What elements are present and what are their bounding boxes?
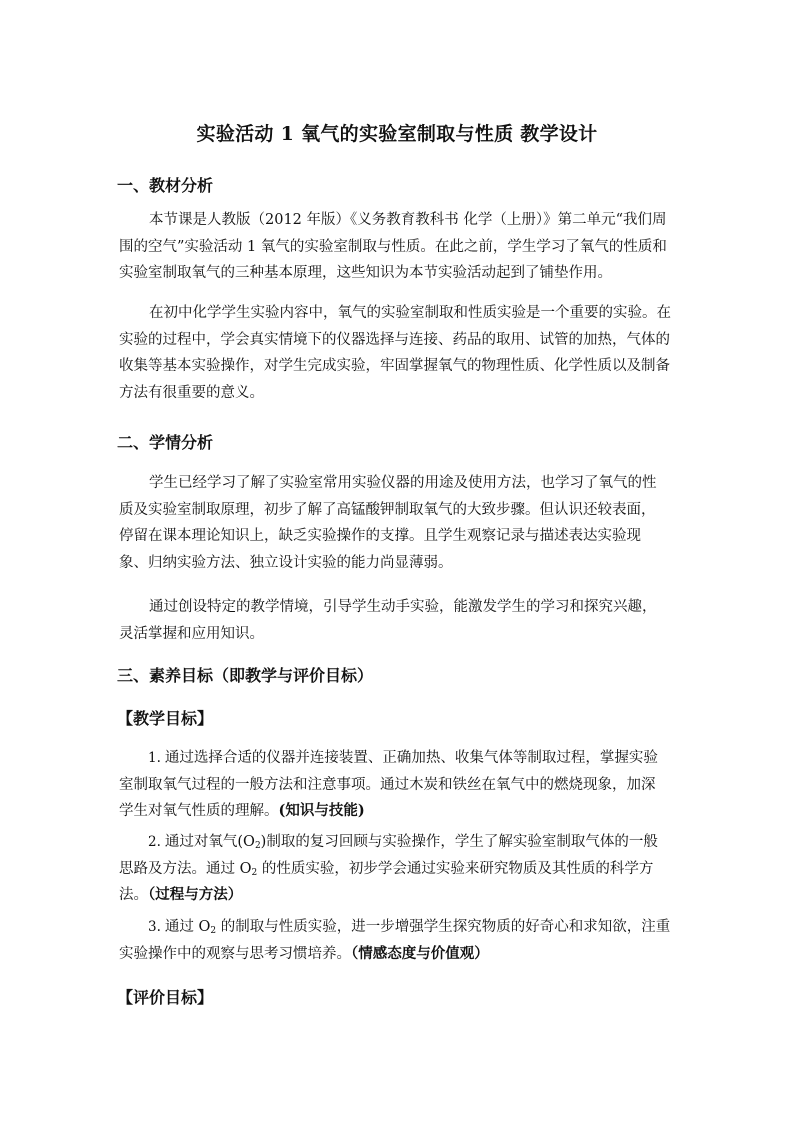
teaching-goal-item-1 <box>119 745 681 825</box>
text-line: 方法有很重要的意义。 <box>119 384 264 401</box>
text-line: 3. 通过 $O_2$ 的制取与性质实验，进一步增强学生探究物质的好奇心和求知欲，注重 <box>148 919 671 936</box>
text-line: 质及实验室制取原理，初步了解了高锰酸钾制取氧气的大致步骤。但认识还较表面， <box>119 501 656 518</box>
teaching-goals-heading: 【教学目标】 <box>117 709 214 728</box>
goal-category-label: (知识与技能) <box>278 802 365 819</box>
text-line: 室制取氧气过程的一般方法和注意事项。通过木炭和铁丝在氧气中的燃烧现象，加深 <box>119 776 656 793</box>
text-line: 实验室制取氧气的三种基本原理，这些知识为本节实验活动起到了铺垫作用。 <box>119 265 612 281</box>
text-line: 2. 通过对氧气$(O_2)$制取的复习回顾与实验操作，学生了解实验室制取气体的一般 <box>148 834 658 851</box>
text-line: 1. 通过选择合适的仪器并连接装置、正确加热、收集气体等制取过程，掌握实验 <box>148 750 658 766</box>
paragraph-student-2 <box>119 594 681 647</box>
text-line: 收集等基本实验操作，对学生完成实验，牢固掌握氧气的物理性质、化学性质以及制备 <box>119 358 670 374</box>
list-number: 3. <box>148 919 161 935</box>
text-line: 通过创设特定的教学情境，引导学生动手实验，能激发学生的学习和探究兴趣， <box>149 599 657 615</box>
list-number: 2. <box>148 834 161 850</box>
text-line: 灵活掌握和应用知识。 <box>119 625 264 642</box>
teaching-goal-item-2 <box>119 829 681 909</box>
text-line: 象、归纳实验方法、独立设计实验的能力尚显薄弱。 <box>119 554 453 571</box>
text-line: 实验操作中的观察与思考习惯培养。（情感态度与价值观） <box>119 944 489 962</box>
paragraph-student-1 <box>119 470 681 576</box>
section-heading-goals: 三、素养目标（即教学与评价目标） <box>117 666 374 685</box>
text-line: 法。（过程与方法） <box>119 886 243 903</box>
evaluation-goals-heading: 【评价目标】 <box>117 988 214 1007</box>
text-line: 思路及方法。通过 $O_2$ 的性质实验，初步学会通过实验来研究物质及其性质的科学方 <box>119 860 654 878</box>
paragraph-textbook-1 <box>119 207 681 287</box>
text-line: 实验的过程中，学会真实情境下的仪器选择与连接、药品的取用、试管的加热，气体的 <box>119 331 670 348</box>
goal-category-label: （情感态度与价值观） <box>351 944 489 962</box>
paragraph-textbook-2 <box>119 300 681 406</box>
text-line: 学生对氧气性质的理解。(知识与技能) <box>119 802 365 819</box>
document-title: 实验活动 1 氧气的实验室制取与性质 教学设计 <box>196 123 598 145</box>
section-heading-textbook-analysis: 一、教材分析 <box>117 176 214 195</box>
section-heading-student-analysis: 二、学情分析 <box>117 433 214 452</box>
text-line: 本节课是人教版（2012 年版）《义务教育教科书 化学（上册）》第二单元“我们周 <box>149 212 667 228</box>
teaching-goal-item-3 <box>119 914 681 967</box>
text-line: 学生已经学习了解了实验室常用实验仪器的用途及使用方法，也学习了氧气的性 <box>149 475 657 491</box>
goal-category-label: （过程与方法） <box>148 886 243 903</box>
text-line: 停留在课本理论知识上，缺乏实验操作的支撑。且学生观察记录与描述表达实验现 <box>119 528 641 544</box>
list-number: 1. <box>148 750 161 766</box>
text-line: 在初中化学学生实验内容中，氧气的实验室制取和性质实验是一个重要的实验。在 <box>149 305 671 321</box>
text-line: 围的空气”实验活动 1 氧气的实验室制取与性质。在此之前，学生学习了氧气的性质和 <box>119 238 667 255</box>
